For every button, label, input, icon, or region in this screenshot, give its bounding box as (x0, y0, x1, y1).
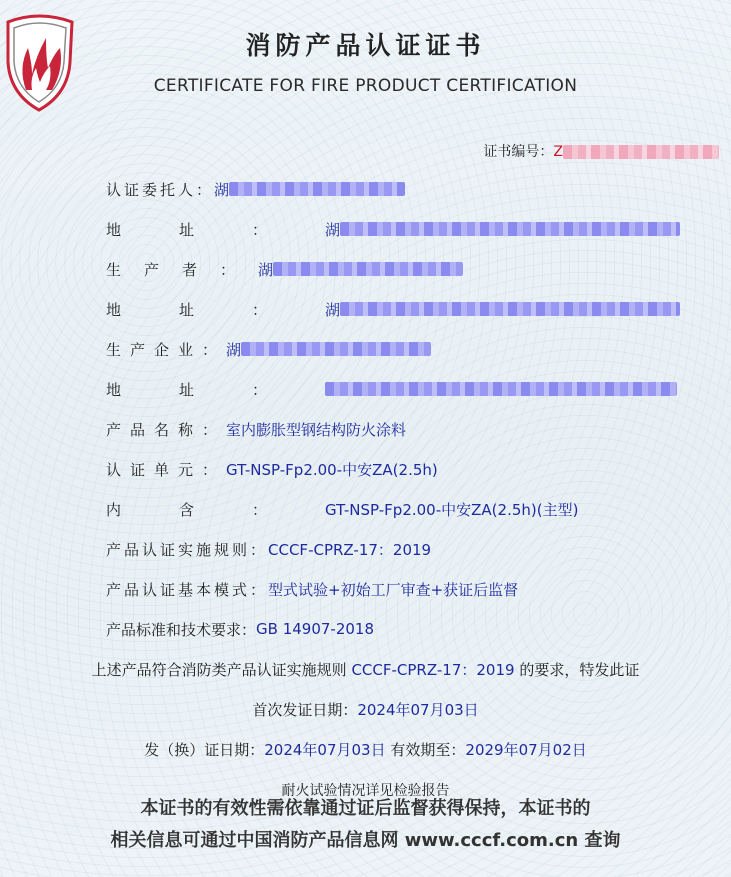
field-value: 室内膨胀型钢结构防火涂料 (226, 420, 407, 439)
field-label: 认证单元： (106, 460, 227, 479)
compliance-statement (0, 659, 731, 680)
field-value: 湖 (325, 300, 341, 319)
field-rules (106, 538, 431, 560)
certificate-number (483, 141, 719, 161)
field-label: 地址： (106, 300, 326, 319)
field-label: 产品认证实施规则： (106, 540, 269, 559)
field-label: 地址： (106, 220, 326, 239)
certificate-number-value: Z (553, 144, 563, 160)
field-label: 产品标准和技术要求： (106, 620, 257, 639)
redacted-block (229, 182, 405, 196)
valid-date: 2029年07月02日 (465, 741, 587, 759)
first-issue-value: 2024年07月03日 (357, 701, 479, 719)
field-value: 湖 (258, 260, 274, 279)
redacted-block (273, 262, 463, 276)
statement-suffix: 的要求，特发此证 (519, 661, 640, 679)
issue-label: 发（换）证日期： (144, 741, 265, 759)
field-manufacturer (106, 338, 431, 360)
certificate-number-label: 证书编号： (483, 144, 554, 160)
field-manufacturer-address (106, 378, 677, 400)
field-value: 湖 (226, 340, 242, 359)
field-label: 生产企业： (106, 340, 227, 359)
statement-prefix: 上述产品符合消防类产品认证实施规则 (91, 661, 347, 679)
footer-line-1: 本证书的有效性需依靠通过证后监督获得保持，本证书的 (140, 798, 591, 819)
redacted-block (325, 382, 677, 396)
field-contains (106, 498, 578, 520)
field-producer (106, 258, 463, 280)
valid-label: 有效期至： (390, 741, 466, 759)
test-report-note: 耐火试验情况详见检验报告 (281, 783, 450, 799)
field-client-address (106, 218, 680, 240)
redacted-block (241, 342, 431, 356)
field-label: 内含： (106, 500, 326, 519)
redacted-block (340, 302, 680, 316)
field-value: 型式试验+初始工厂审查+获证后监督 (268, 580, 519, 599)
field-value: GT-NSP-Fp2.00-中安ZA(2.5h)(主型) (325, 500, 579, 519)
field-value: 湖 (214, 180, 230, 199)
certificate-title-en: CERTIFICATE FOR FIRE PRODUCT CERTIFICATION (153, 76, 578, 96)
field-standard (106, 618, 374, 640)
field-value: GB 14907-2018 (256, 620, 375, 638)
field-value: 湖 (325, 220, 341, 239)
field-cert-unit (106, 458, 438, 480)
field-value: GT-NSP-Fp2.00-中安ZA(2.5h) (226, 460, 438, 479)
redacted-block (563, 145, 719, 159)
first-issue-date (0, 699, 731, 720)
field-mode (106, 578, 518, 600)
redacted-block (340, 222, 680, 236)
field-value: CCCF-CPRZ-17：2019 (268, 540, 432, 559)
field-label: 生产者： (106, 260, 259, 279)
field-product-name (106, 418, 406, 440)
field-producer-address (106, 298, 680, 320)
field-label: 地址： (106, 380, 326, 399)
field-label: 认证委托人： (106, 180, 215, 199)
certificate-title-cn: 消防产品认证证书 (245, 31, 486, 60)
statement-rule: CCCF-CPRZ-17：2019 (351, 661, 515, 679)
field-label: 产品名称： (106, 420, 227, 439)
field-client (106, 178, 405, 200)
footer-line-2: 相关信息可通过中国消防产品信息网 www.cccf.com.cn 查询 (110, 830, 621, 851)
issue-validity-dates (0, 739, 731, 760)
field-label: 产品认证基本模式： (106, 580, 269, 599)
issue-date: 2024年07月03日 (264, 741, 386, 759)
first-issue-label: 首次发证日期： (252, 701, 358, 719)
